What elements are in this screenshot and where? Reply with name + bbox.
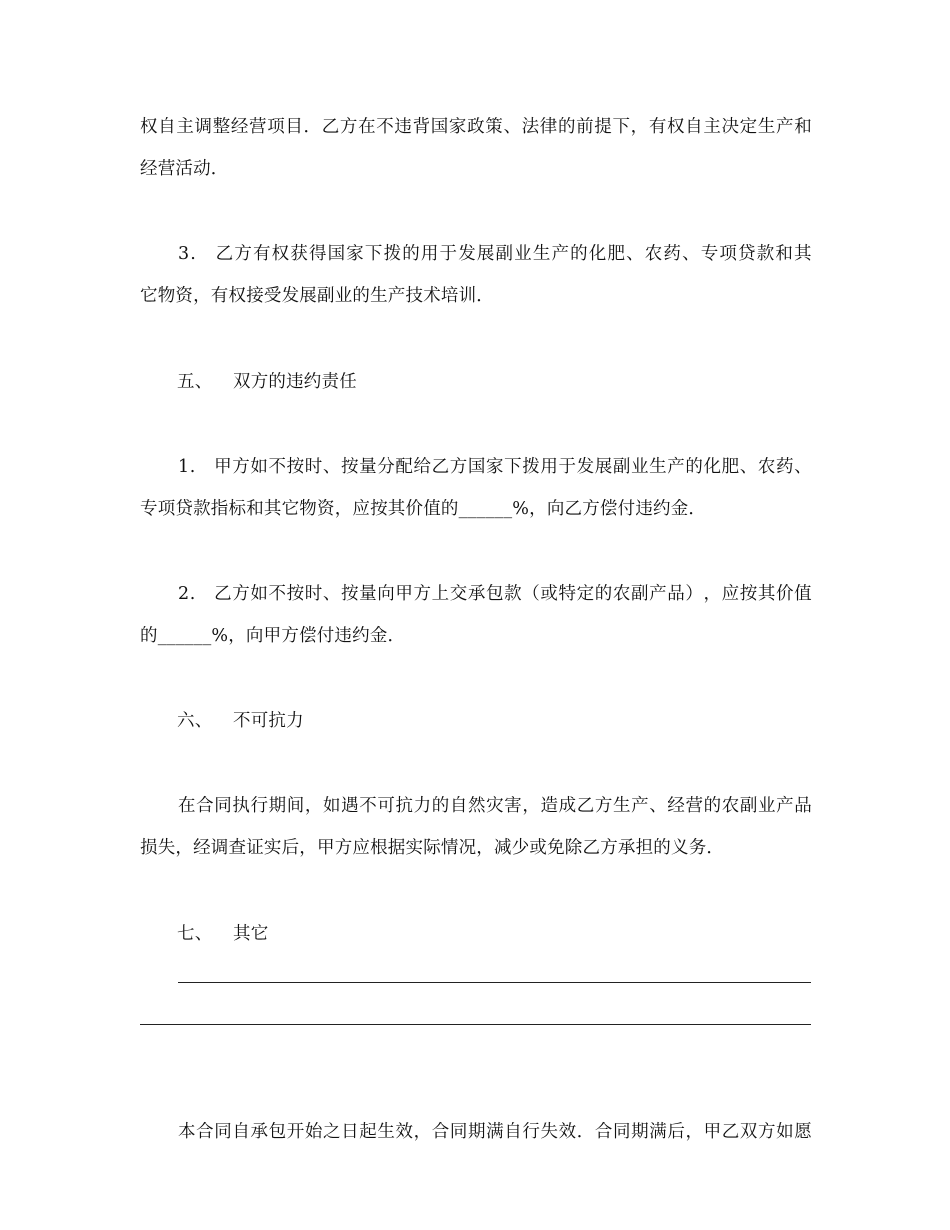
- paragraph-line: 经营活动．: [140, 159, 229, 179]
- fill-in-blank-line: [178, 982, 811, 983]
- fill-in-blank-line: [140, 1024, 811, 1025]
- section-heading-6: [177, 708, 849, 734]
- section-number: 六、: [177, 711, 213, 731]
- section-heading-7: [177, 921, 849, 947]
- section-number: 五、: [177, 372, 213, 392]
- clause-2-line: 的______%，向甲方偿付违约金．: [140, 626, 406, 646]
- section-heading-5: [177, 369, 849, 395]
- clause-1-line: 1 . 甲 方 如 不 按 时 、 按 量 分 配 给 乙 方 国 家 下 拨 用 于 发 展 副 业 生 产 的 化 肥 、 农 药 、: [178, 457, 812, 477]
- force-majeure-line: 在 合 同 执 行 期 间 ， 如 遇 不 可 抗 力 的 自 然 灾 害 ， 造 成 乙 方 生 产 、 经 营 的 农 副 业 产 品: [178, 796, 812, 816]
- validity-line: 本 合 同 自 承 包 开 始 之 日 起 生 效 ， 合 同 期 满 自 行 失 效 ． 合 同 期 满 后 ， 甲 乙 双 方 如 愿: [178, 1122, 812, 1142]
- section-title: 双方的违约责任: [233, 372, 357, 392]
- clause-1-line: 专项贷款指标和其它物资，应按其价值的______%，向乙方偿付违约金．: [140, 499, 707, 519]
- clause-3-line: 3 . 乙 方 有 权 获 得 国 家 下 拨 的 用 于 发 展 副 业 生 产 的 化 肥 、 农 药 、 专 项 贷 款 和 其: [178, 244, 812, 264]
- force-majeure-line: 损失，经调查证实后，甲方应根据实际情况，减少或免除乙方承担的义务．: [140, 838, 725, 858]
- section-title: 不可抗力: [233, 711, 304, 731]
- paragraph-line: 权 自 主 调 整 经 营 项 目 ． 乙 方 在 不 违 背 国 家 政 策 、 法 律 的 前 提 下 ， 有 权 自 主 决 定 生 产 和: [140, 117, 812, 137]
- section-number: 七、: [177, 924, 213, 944]
- clause-3-line: 它物资，有权接受发展副业的生产技术培训．: [140, 286, 494, 306]
- clause-2-line: 2 . 乙 方 如 不 按 时 、 按 量 向 甲 方 上 交 承 包 款 （ 或 特 定 的 农 副 产 品 ） ， 应 按 其 价 值: [178, 584, 812, 604]
- section-title: 其它: [233, 924, 269, 944]
